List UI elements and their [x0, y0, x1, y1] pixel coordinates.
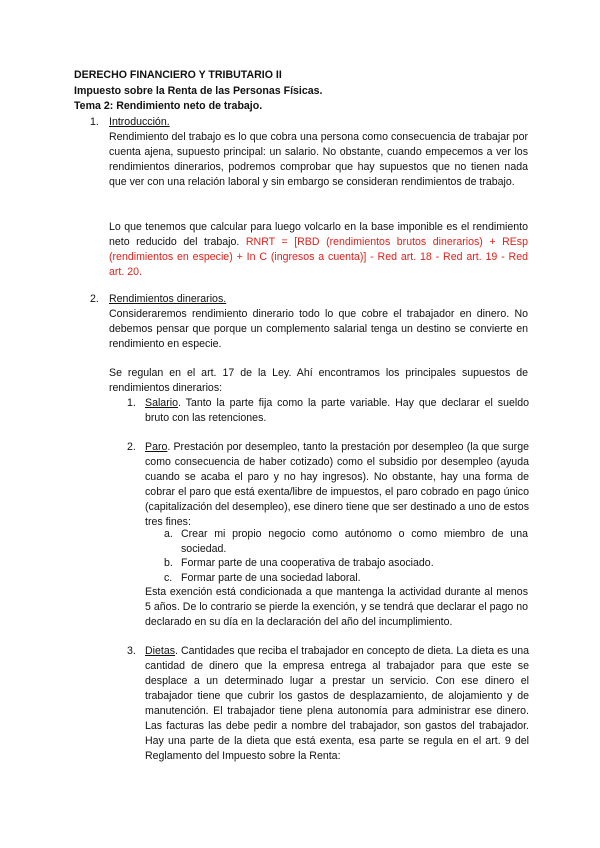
section-1-paragraph-2 [109, 220, 528, 280]
item-number: 3. [127, 645, 136, 657]
item-label: Salario [145, 397, 178, 409]
item-body [145, 396, 529, 426]
item-text: . Tanto la parte fija como la parte variable. Hay que declarar el sueldo bruto con las retenciones. [145, 397, 529, 424]
sub-item-letter: c. [164, 572, 173, 584]
course-title: DERECHO FINANCIERO Y TRIBUTARIO II [74, 69, 282, 81]
item-body [145, 644, 529, 764]
subject-title: Impuesto sobre la Renta de las Personas Físicas. [74, 85, 323, 97]
section-title: Introducción. [109, 116, 170, 128]
section-1-paragraph-1: Rendimiento del trabajo es lo que cobra una persona como consecuencia de trabajar por cuenta ajena, supuesto principal: un salario. No obstante, cuando empecemos a ver los rendimientos dinerarios, podremos comprobar que hay supuestos que no tienen nada que ver con una relación laboral y sin embargo se consideran rendimientos de trabajo. [109, 131, 528, 188]
item-text: . Cantidades que reciba el trabajador en concepto de dieta. La dieta es una cantidad de dinero que la empresa entrega al trabajador para que este se desplace a un determinado lugar a prestar un servicio. Con ese dinero el trabajador tiene que cubrir los gastos de desplazamiento, de alojamiento y de manutención. El trabajador tiene plena autonomía para administrar ese dinero. Las facturas las debe pedir a nombre del trabajador, son gastos del trabajador. Hay una parte de la dieta que está exenta, esa parte se regula en el art. 9 del Reglamento del Impuesto sobre la Renta: [145, 645, 529, 762]
item-body [145, 440, 529, 530]
item-number: 2. [127, 441, 136, 453]
sub-item-text: Crear mi propio negocio como autónomo o como miembro de una sociedad. [181, 528, 528, 555]
formula-intro: Lo que tenemos que calcular para luego volcarlo en la base imponible es el rendimiento neto reducido del trabajo. [109, 221, 528, 248]
item-label: Paro [145, 441, 168, 453]
item-number: 1. [127, 397, 136, 409]
paro-exemption-paragraph: Esta exención está condicionada a que mantenga la actividad durante al menos 5 años. De lo contrario se pierde la exención, y se tendrá que declarar el pago no declarado en su día en la declaración del año del incumplimiento. [145, 586, 528, 628]
section-2-paragraph-2: Se regulan en el art. 17 de la Ley. Ahí encontramos los principales supuestos de rendimientos dinerarios: [109, 367, 528, 394]
topic-title: Tema 2: Rendimiento neto de trabajo. [74, 100, 263, 112]
section-title: Rendimientos dinerarios. [109, 293, 227, 305]
section-number: 1. [90, 116, 99, 128]
sub-item-letter: a. [164, 528, 173, 540]
sub-item-text: Formar parte de una sociedad laboral. [181, 572, 361, 584]
sub-item-letter: b. [164, 557, 173, 569]
section-2-paragraph-1: Consideraremos rendimiento dinerario todo lo que cobre el trabajador en dinero. No debemos pensar que porque un complemento salarial tenga un destino se convierte en rendimiento en especie. [109, 308, 528, 350]
sub-item-text: Formar parte de una cooperativa de trabajo asociado. [181, 557, 434, 569]
section-number: 2. [90, 293, 99, 305]
item-text: . Prestación por desempleo, tanto la prestación por desempleo (la que surge como consecuencia de haber cotizado) como el subsidio por desempleo (ayuda cuando se acaba el paro y no hay ingresos). No obstante, hay una forma de cobrar el paro que está exenta/libre de impuestos, el paro cobrado en pago único (capitalización del desempleo), ese dinero tiene que ser destinado a uno de estos tres fines: [145, 441, 529, 528]
rnrt-formula: RNRT = [RBD (rendimientos brutos dinerarios) + REsp (rendimientos en especie) + In C (ingresos a cuenta)] - Red art. 18 - Red art. 19 - Red art. 20. [109, 236, 528, 278]
item-label: Dietas [145, 645, 176, 657]
